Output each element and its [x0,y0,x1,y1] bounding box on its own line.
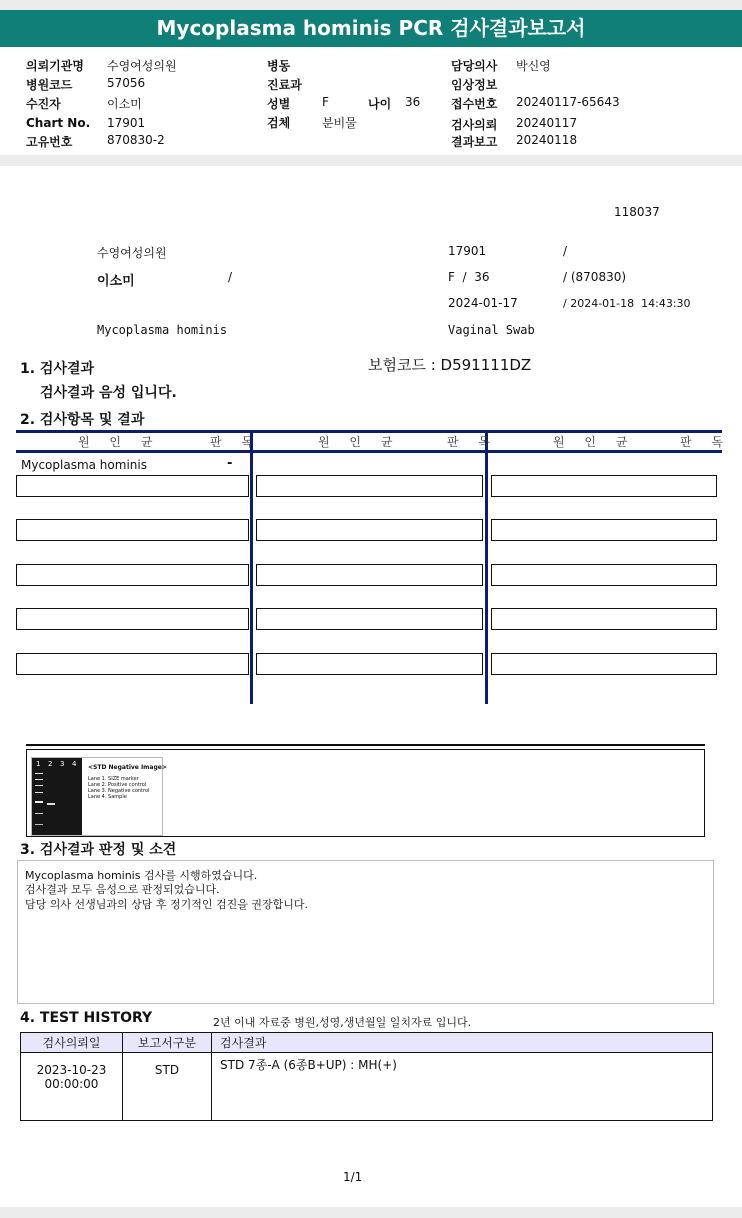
result-box [256,519,483,541]
opinion-box [17,860,714,1004]
opinion-line: 검사결과 모두 음성으로 판정되었습니다. [25,883,220,896]
column-divider-2 [485,430,488,704]
section3-title: 3. 검사결과 판정 및 소견 [20,842,177,858]
header-divider [0,155,742,166]
col2-judgement-header: 판 독 [447,435,498,449]
history-note: 2년 이내 자료중 병원,성영,생년월일 일치자료 입니다. [213,1016,472,1029]
summary-slash-chart: / [563,244,568,258]
result-statement: 검사결과 음성 입니다. [40,385,177,401]
sex-label: 성별 [267,97,291,111]
gel-image [31,757,167,836]
history-table [20,1032,713,1121]
marker-band [35,813,43,814]
result-box [491,653,717,675]
hospital-name-value: 수영여성의원 [107,59,177,73]
marker-band [35,824,43,825]
summary-sex-age: F / 36 [448,270,490,284]
gel-photo [32,758,82,835]
page-number: 1/1 [343,1170,363,1184]
summary-specimen: Vaginal Swab [448,323,535,337]
specimen-label: 검체 [267,116,291,130]
marker-band [35,779,43,780]
hospital-code-value: 57056 [107,76,146,90]
doctor-value: 박신영 [516,59,551,73]
report-date-value: 20240118 [516,133,578,147]
age-value: 36 [405,95,421,109]
receipt-no-label: 접수번호 [451,97,498,111]
section4-title: 4. TEST HISTORY [20,1010,153,1026]
patient-label: 수진자 [26,97,61,111]
history-type: STD [123,1053,212,1121]
result-box [16,475,249,497]
lane-label: 4 [72,760,77,768]
doctor-label: 담당의사 [451,59,498,73]
marker-band [35,801,43,803]
summary-slash-patient: / [228,270,233,284]
col1-judgement-header: 판 독 [210,435,261,449]
gel-legend-line: Lane 1. SIZE marker [88,776,139,782]
result-box [491,608,717,630]
col2-organism-header: 원 인 균 [318,435,401,449]
sex-value: F [322,95,329,109]
history-header-row [21,1033,713,1053]
section2-title: 2. 검사항목 및 결과 [20,412,145,428]
result-box [491,564,717,586]
unique-no-value: 870830-2 [107,133,165,147]
marker-band [35,773,43,774]
item-result: - [227,456,233,471]
hospital-code-label: 병원코드 [26,78,73,92]
positive-band [47,803,55,805]
specimen-value: 분비물 [322,116,357,130]
report-date-label: 결과보고 [451,135,498,149]
request-date-value: 20240117 [516,116,578,130]
gel-caption: <STD Negative Image> [88,764,167,771]
col3-organism-header: 원 인 균 [553,435,636,449]
chart-no-label: Chart No. [26,116,91,130]
history-date: 2023-10-23 [36,1063,107,1077]
column-divider-1 [250,430,253,704]
result-box [16,519,249,541]
history-header-result: 검사결과 [212,1033,713,1053]
summary-chart: 17901 [448,244,487,258]
gel-divider [26,744,705,746]
history-header-type: 보고서구분 [123,1033,212,1053]
request-date-label: 검사의뢰 [451,118,498,132]
result-box [16,564,249,586]
gel-legend-line: Lane 2. Positive control [88,782,147,788]
result-box [256,564,483,586]
lane-label: 3 [60,760,65,768]
chart-no-value: 17901 [107,116,146,130]
col3-judgement-header: 판 독 [680,435,731,449]
summary-request-date: 2024-01-17 [448,296,518,310]
result-box [256,608,483,630]
unique-no-label: 고유번호 [26,135,73,149]
section1-title: 1. 검사결과 [20,361,95,377]
summary-birth: / (870830) [563,270,627,284]
history-result: STD 7종-A (6종B+UP) : MH(+) [212,1053,713,1121]
gel-legend-line: Lane 4. Sample [88,794,127,800]
summary-code: 118037 [614,205,660,219]
result-box [256,653,483,675]
marker-band [35,792,43,793]
result-box [16,653,249,675]
history-date-cell [21,1053,123,1121]
ward-label: 병동 [267,59,291,73]
receipt-no-value: 20240117-65643 [516,95,620,109]
top-margin-bar [0,0,742,10]
result-box [491,475,717,497]
summary-clinic: 수영여성의원 [97,246,167,260]
summary-report-datetime: / 2024-01-18 14:43:30 [563,297,691,310]
table-header-line [16,450,722,453]
result-box [16,608,249,630]
lane-label: 2 [48,760,53,768]
summary-test-name: Mycoplasma hominis [97,323,228,337]
opinion-line: 담당 의사 선생님과의 상담 후 정기적인 검진을 권장합니다. [25,898,308,911]
department-label: 진료과 [267,78,302,92]
clinical-info-label: 임상정보 [451,78,498,92]
age-label: 나이 [368,97,392,111]
result-box [256,475,483,497]
summary-patient: 이소미 [97,274,135,289]
table-row [21,1053,713,1121]
history-time: 00:00:00 [44,1077,99,1091]
patient-value: 이소미 [107,97,142,111]
item-organism: Mycoplasma hominis [21,458,147,472]
col1-organism-header: 원 인 균 [78,435,161,449]
bottom-margin-bar [0,1207,742,1218]
result-box [491,519,717,541]
insurance-code: 보험코드 : D591111DZ [368,356,532,374]
lane-label: 1 [36,760,41,768]
opinion-line: Mycoplasma hominis 검사를 시행하였습니다. [25,869,258,882]
report-title: Mycoplasma hominis PCR 검사결과보고서 [0,10,742,47]
history-header-date: 검사의뢰일 [21,1033,123,1053]
hospital-name-label: 의뢰기관명 [26,59,84,73]
gel-legend-line: Lane 3. Negative control [88,788,150,794]
marker-band [35,785,43,786]
